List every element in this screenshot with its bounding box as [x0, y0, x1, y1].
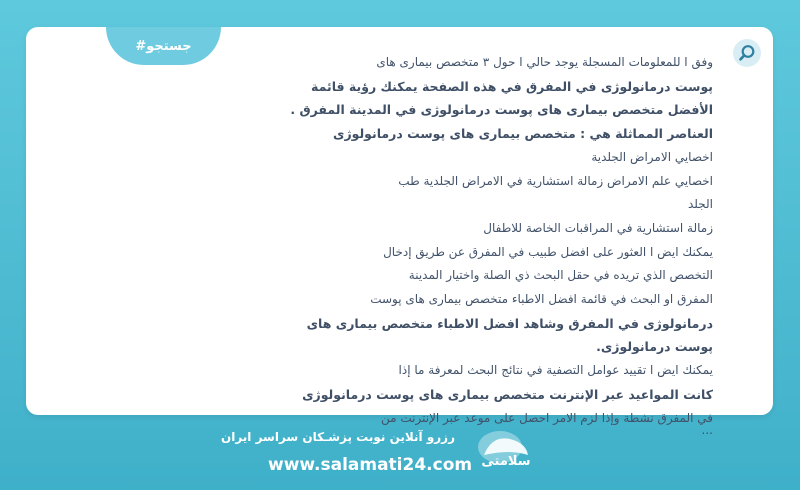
- text-line: يمكنك ايض ا العثور على افضل طبيب في المفرق عن طريق إدخال: [383, 244, 713, 259]
- text-line: وفق ا للمعلومات المسجلة يوجد حالي ا حول ٣ متخصص بيماری های: [376, 55, 713, 69]
- search-tag[interactable]: #جستجو: [106, 27, 221, 65]
- text-line: پوست درمانولوژی في المفرق في هذه الصفحة يمكنك رؤية قائمة: [311, 78, 713, 94]
- footer-tagline: رزرو آنلاین نوبت پزشـکان سراسر ایران: [220, 430, 455, 444]
- text-line: زمالة استشارية في المراقبات الخاصة للاطفال: [483, 220, 713, 235]
- description-text: [73, 51, 713, 436]
- text-line: في المفرق نشطة وإذا لزم الامر احصل على موعد عبر الإنترنت من: [380, 410, 713, 425]
- logo-text: سلامتی: [481, 454, 531, 469]
- more-ellipsis: ...: [701, 423, 713, 438]
- text-line: العناصر المماثلة هي : متخصص بیماری های پوست درمانولوژی: [333, 126, 713, 142]
- search-icon: [738, 44, 756, 62]
- text-line: درمانولوژی في المفرق وشاهد افضل الاطباء متخصص بیماری های: [306, 315, 713, 331]
- text-line: اخصايي علم الامراض زمالة استشارية في الامراض الجلدية طب: [398, 173, 713, 188]
- footer-url-link[interactable]: www.salamati24.com: [268, 455, 473, 475]
- salamati-logo-icon: [470, 425, 548, 475]
- text-line: پوست درمانولوژی.: [596, 339, 713, 355]
- text-line: كانت المواعيد عبر الإنترنت متخصص بیماری های پوست درمانولوژی: [302, 386, 713, 402]
- text-line: المفرق او البحث في قائمة افضل الاطباء متخصص بیماری های پوست: [370, 292, 713, 307]
- text-line: التخصص الذي تريده في حقل البحث ذي الصلة واختيار المدينة: [408, 268, 713, 283]
- text-line: الجلد: [687, 197, 713, 212]
- text-line: الأفضل متخصص بیماری های پوست درمانولوژی في المدينة المفرق .: [290, 102, 713, 118]
- text-line: اخصايي الامراض الجلدية: [591, 149, 713, 164]
- text-line: يمكنك ايض ا تقييد عوامل التصفية في نتائج البحث لمعرفة ما إذا: [398, 363, 713, 378]
- search-button[interactable]: [733, 39, 761, 67]
